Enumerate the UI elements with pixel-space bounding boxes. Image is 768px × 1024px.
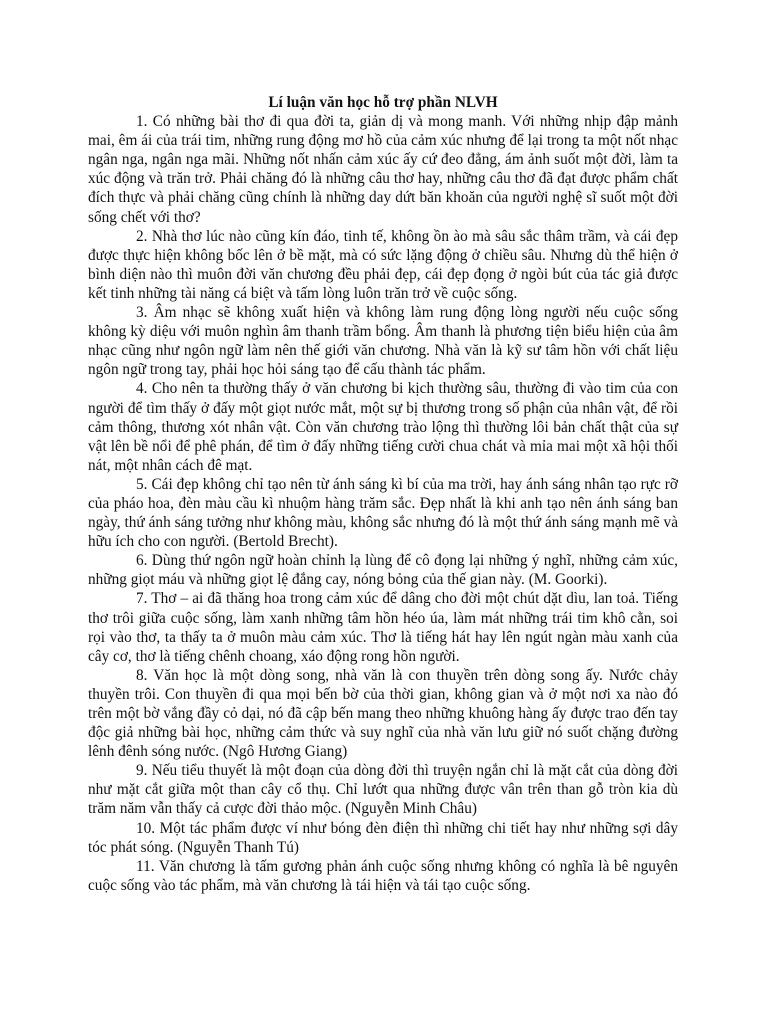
document-body [88,93,678,895]
paragraph-2: 2. Nhà thơ lúc nào cũng kín đáo, tinh tế, không ồn ào mà sâu sắc thâm trầm, và cái đẹp được thực hiện không bốc lên ở bề mặt, mà có sức lặng động ở chiều sâu. Nhưng dù thể hiện ở bình diện nào thì muôn đời văn chương đều phải đẹp, cái đẹp đọng ở ngòi bút của tác giả được kết tinh những tài năng cá biệt và tấm lòng luôn trăn trở về cuộc sống. [88,227,678,302]
paragraph-6: 6. Dùng thứ ngôn ngữ hoàn chỉnh lạ lùng để cô đọng lại những ý nghĩ, những cảm xúc, những giọt máu và những giọt lệ đắng cay, nóng bỏng của thế gian này. (M. Goorki). [88,552,678,589]
paragraph-11: 11. Văn chương là tấm gương phản ánh cuộc sống nhưng không có nghĩa là bê nguyên cuộc sống vào tác phẩm, mà văn chương là tái hiện và tái tạo cuộc sống. [88,857,678,894]
paragraph-1: 1. Có những bài thơ đi qua đời ta, giản dị và mong manh. Với những nhịp đập mảnh mai, êm ái của trái tim, những rung động mơ hồ của cảm xúc nhưng để lại trong ta một nốt nhạc ngân nga, ngân nga mãi. Những nốt nhấn cảm xúc ấy cứ đeo đẳng, ám ảnh suốt một đời, làm ta xúc động và trăn trở. Phải chăng đó là những câu thơ hay, những câu thơ đã đạt được phẩm chất đích thực và phải chăng cũng chính là những day dứt băn khoăn của người nghệ sĩ suốt một đời sống chết với thơ? [88,113,678,226]
paragraph-9: 9. Nếu tiểu thuyết là một đoạn của dòng đời thì truyện ngắn chỉ là mặt cắt của dòng đời như mặt cắt giữa một than cây cổ thụ. Chỉ lướt qua những được vân trên than gỗ tròn kia dù trăm năm vẫn thấy cả cược đời thảo mộc. (Nguyễn Minh Châu) [88,762,678,818]
paragraph-5: 5. Cái đẹp không chỉ tạo nên từ ánh sáng kì bí của ma trời, hay ánh sáng nhân tạo rực rỡ của pháo hoa, đèn màu cầu kì nhuộm hàng trăm sắc. Đẹp nhất là khi anh tạo nên ánh sáng ban ngày, thứ ánh sáng tưởng như không màu, không sắc nhưng đó là một thứ ánh sáng mạnh mẽ và hữu ích cho con người. (Bertold Brecht). [88,475,678,551]
paragraph-3: 3. Âm nhạc sẽ không xuất hiện và không làm rung động lòng người nếu cuộc sống không kỳ diệu với muôn nghìn âm thanh trầm bổng. Âm thanh là phương tiện biểu hiện của âm nhạc cũng như ngôn ngữ làm nên thế giới văn chương. Nhà văn là kỹ sư tâm hồn với chất liệu ngôn ngữ trong tay, phải học hỏi sáng tạo để cấu thành tác phẩm. [88,304,678,379]
paragraph-7: 7. Thơ – ai đã thăng hoa trong cảm xúc để dâng cho đời một chút dặt dìu, lan toả. Tiếng thơ trôi giữa cuộc sống, làm xanh những tâm hồn héo úa, làm mát những trái tim khô cằn, soi rọi vào thơ, ta thấy ta ở muôn màu cảm xúc. Thơ là tiếng hát hay lên ngút ngàn màu xanh của cây cơ, thơ là tiếng chênh choang, xáo động rong hồn người. [88,590,678,665]
paragraph-10: 10. Một tác phẩm được ví như bóng đèn điện thì những chi tiết hay như những sợi dây tóc phát sóng. (Nguyễn Thanh Tú) [88,819,678,856]
document-title: Lí luận văn học hỗ trợ phần NLVH [268,94,498,111]
paragraph-8: 8. Văn học là một dòng song, nhà văn là con thuyền trên dòng song ấy. Nước chảy thuyền trôi. Con thuyền đi qua mọi bến bờ của thời gian, không gian và ở một nơi xa nào đó trên một bờ vắng đầy cỏ dại, nó đã cập bến mang theo những khuông hàng ấy được trao đến tay độc giả những bài học, những cảm thức và suy nghĩ của nhà văn lưu giữ nó suốt chặng đường lênh đênh sóng nước. (Ngô Hương Giang) [88,666,678,761]
paragraph-4: 4. Cho nên ta thường thấy ở văn chương bi kịch thường sâu, thường đi vào tim của con người để tìm thấy ở đấy một giọt nước mắt, một sự bị thương trong số phận của nhân vật, để rồi cảm thông, thương xót nhân vật. Còn văn chương trào lộng thì thường lôi bản chất thật của sự vật lên bề nổi để phê phán, để tìm ở đấy những tiếng cười chua chát và mỉa mai một xã hội thối nát, một nhân cách đê mạt. [88,380,678,474]
